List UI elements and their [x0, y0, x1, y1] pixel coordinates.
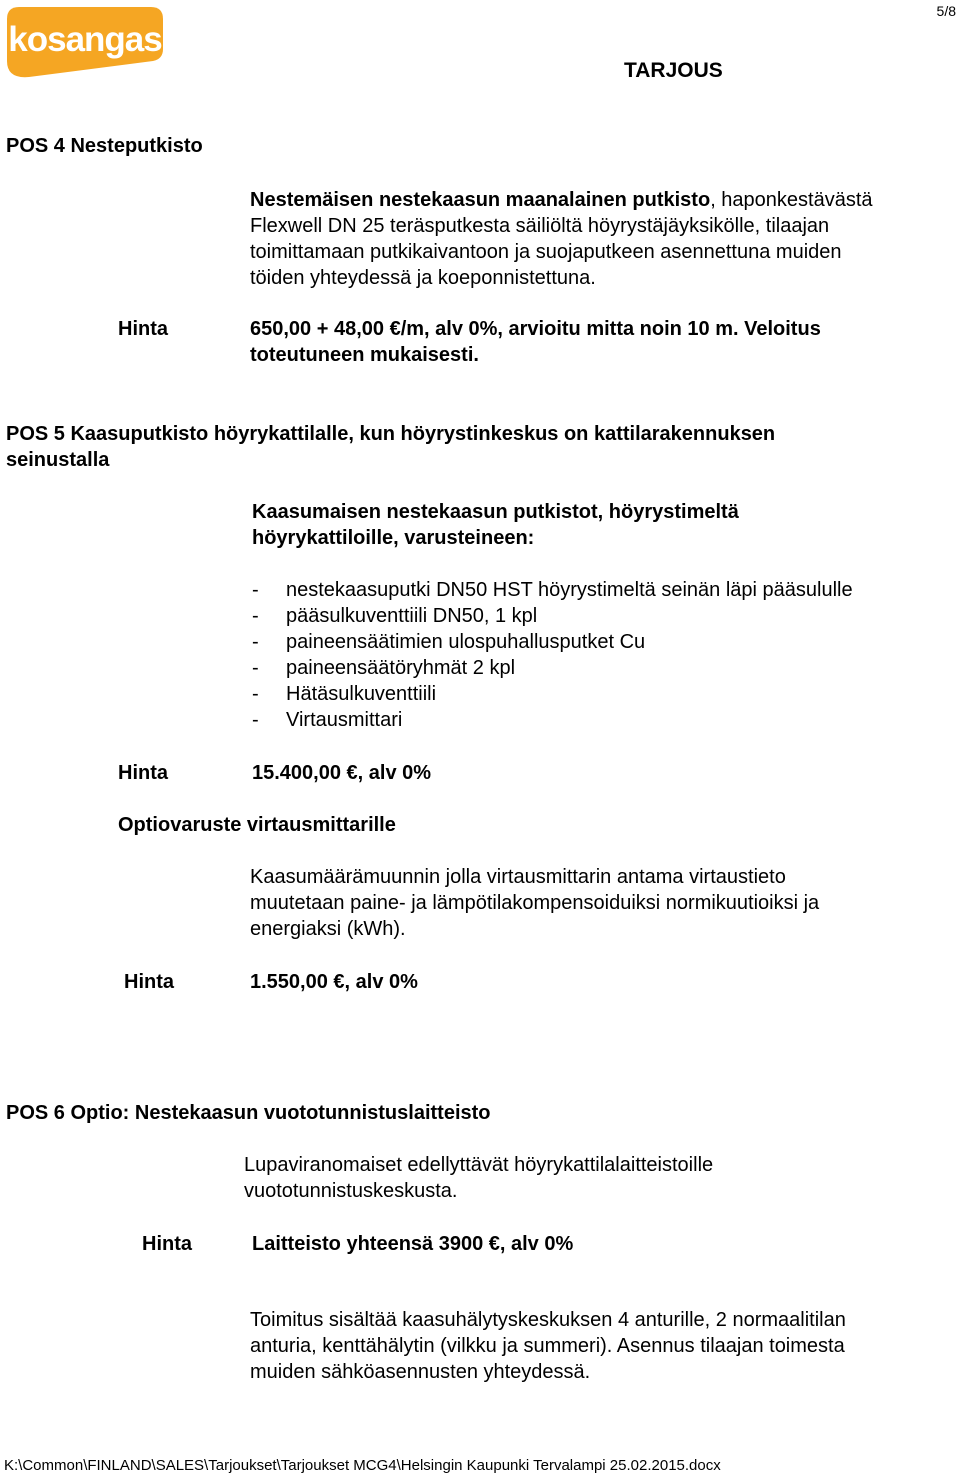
pos4-desc-line-3: toimittamaan putkikaivantoon ja suojaputkeen asennettuna muiden [250, 241, 842, 263]
pos6-intro-line-2: vuototunnistuskeskusta. [244, 1180, 458, 1202]
pos4-desc-line-1: Nestemäisen nestekaasun maanalainen putkisto, haponkestävästä [250, 189, 873, 211]
pos5-option-line-3: energiaksi (kWh). [250, 918, 406, 940]
pos6-intro [244, 1152, 914, 1204]
pos5-price-label: Hinta [118, 762, 168, 784]
footer-file-path: K:\Common\FINLAND\SALES\Tarjoukset\Tarjoukset MCG4\Helsingin Kaupunki Tervalampi 25.02.2015.docx [4, 1457, 721, 1474]
pos4-desc-line-4: töiden yhteydessä ja koeponnistettuna. [250, 267, 596, 289]
pos6-price-label: Hinta [142, 1233, 192, 1255]
kosangas-logo [5, 5, 165, 79]
pos5-price: 15.400,00 €, alv 0% [252, 762, 432, 784]
pos5-intro-line-1: Kaasumaisen nestekaasun putkistot, höyrystimeltä [252, 501, 739, 523]
pos5-heading-line-2: seinustalla [6, 449, 110, 471]
pos6-delivery-line-3: muiden sähköasennusten yhteydessä. [250, 1361, 591, 1383]
pos6-intro-line-1: Lupaviranomaiset edellyttävät höyrykattilalaitteistoille [244, 1154, 714, 1176]
list-item: - paineensäätöryhmät 2 kpl [252, 657, 516, 679]
pos4-heading: POS 4 Nesteputkisto [6, 135, 203, 157]
list-item: - paineensäätimien ulospuhallusputket Cu [252, 631, 646, 653]
logo-text: kosangas [8, 20, 162, 59]
pos4-description [250, 187, 920, 291]
list-item: - Hätäsulkuventtiili [252, 683, 437, 705]
pos5-option-line-2: muutetaan paine- ja lämpötilakompensoiduiksi normikuutioiksi ja [250, 892, 820, 914]
pos5-item-list [252, 577, 942, 733]
list-item: - nestekaasuputki DN50 HST höyrystimeltä seinän läpi pääsululle [252, 579, 853, 601]
pos4-price-line-2: toteutuneen mukaisesti. [250, 344, 479, 366]
pos5-heading-line-1: POS 5 Kaasuputkisto höyrykattilalle, kun höyrystinkeskus on kattilarakennuksen [6, 423, 776, 445]
pos5-intro [252, 499, 922, 551]
document-title: TARJOUS [624, 59, 723, 82]
pos4-desc-line-2: Flexwell DN 25 teräsputkesta säiliöltä höyrystäjäyksikölle, tilaajan [250, 215, 830, 237]
pos5-option-price-label: Hinta [124, 971, 174, 993]
pos6-price: Laitteisto yhteensä 3900 €, alv 0% [252, 1233, 574, 1255]
pos4-price [250, 316, 920, 368]
page-number: 5/8 [936, 3, 956, 19]
pos5-option-heading: Optiovaruste virtausmittarille [118, 814, 396, 836]
pos6-delivery-line-1: Toimitus sisältää kaasuhälytyskeskuksen 4 anturille, 2 normaalitilan [250, 1309, 846, 1331]
pos5-option-line-1: Kaasumäärämuunnin jolla virtausmittarin antama virtaustieto [250, 866, 786, 888]
pos4-price-line-1: 650,00 + 48,00 €/m, alv 0%, arvioitu mitta noin 10 m. Veloitus [250, 318, 821, 340]
pos5-heading [6, 421, 946, 473]
pos4-price-label: Hinta [118, 318, 168, 340]
pos6-heading: POS 6 Optio: Nestekaasun vuototunnistuslaitteisto [6, 1102, 491, 1124]
pos4-desc-bold: Nestemäisen nestekaasun maanalainen putkisto [250, 189, 711, 211]
list-item: - Virtausmittari [252, 709, 403, 731]
logo-graphic [5, 5, 165, 79]
pos5-option-price: 1.550,00 €, alv 0% [250, 971, 418, 993]
pos6-delivery-line-2: anturia, kenttähälytin (vilkku ja summeri). Asennus tilaajan toimesta [250, 1335, 845, 1357]
list-item: - pääsulkuventtiili DN50, 1 kpl [252, 605, 538, 627]
pos6-delivery [250, 1307, 920, 1385]
pos5-intro-line-2: höyrykattiloille, varusteineen: [252, 527, 535, 549]
pos5-option-description [250, 864, 920, 942]
